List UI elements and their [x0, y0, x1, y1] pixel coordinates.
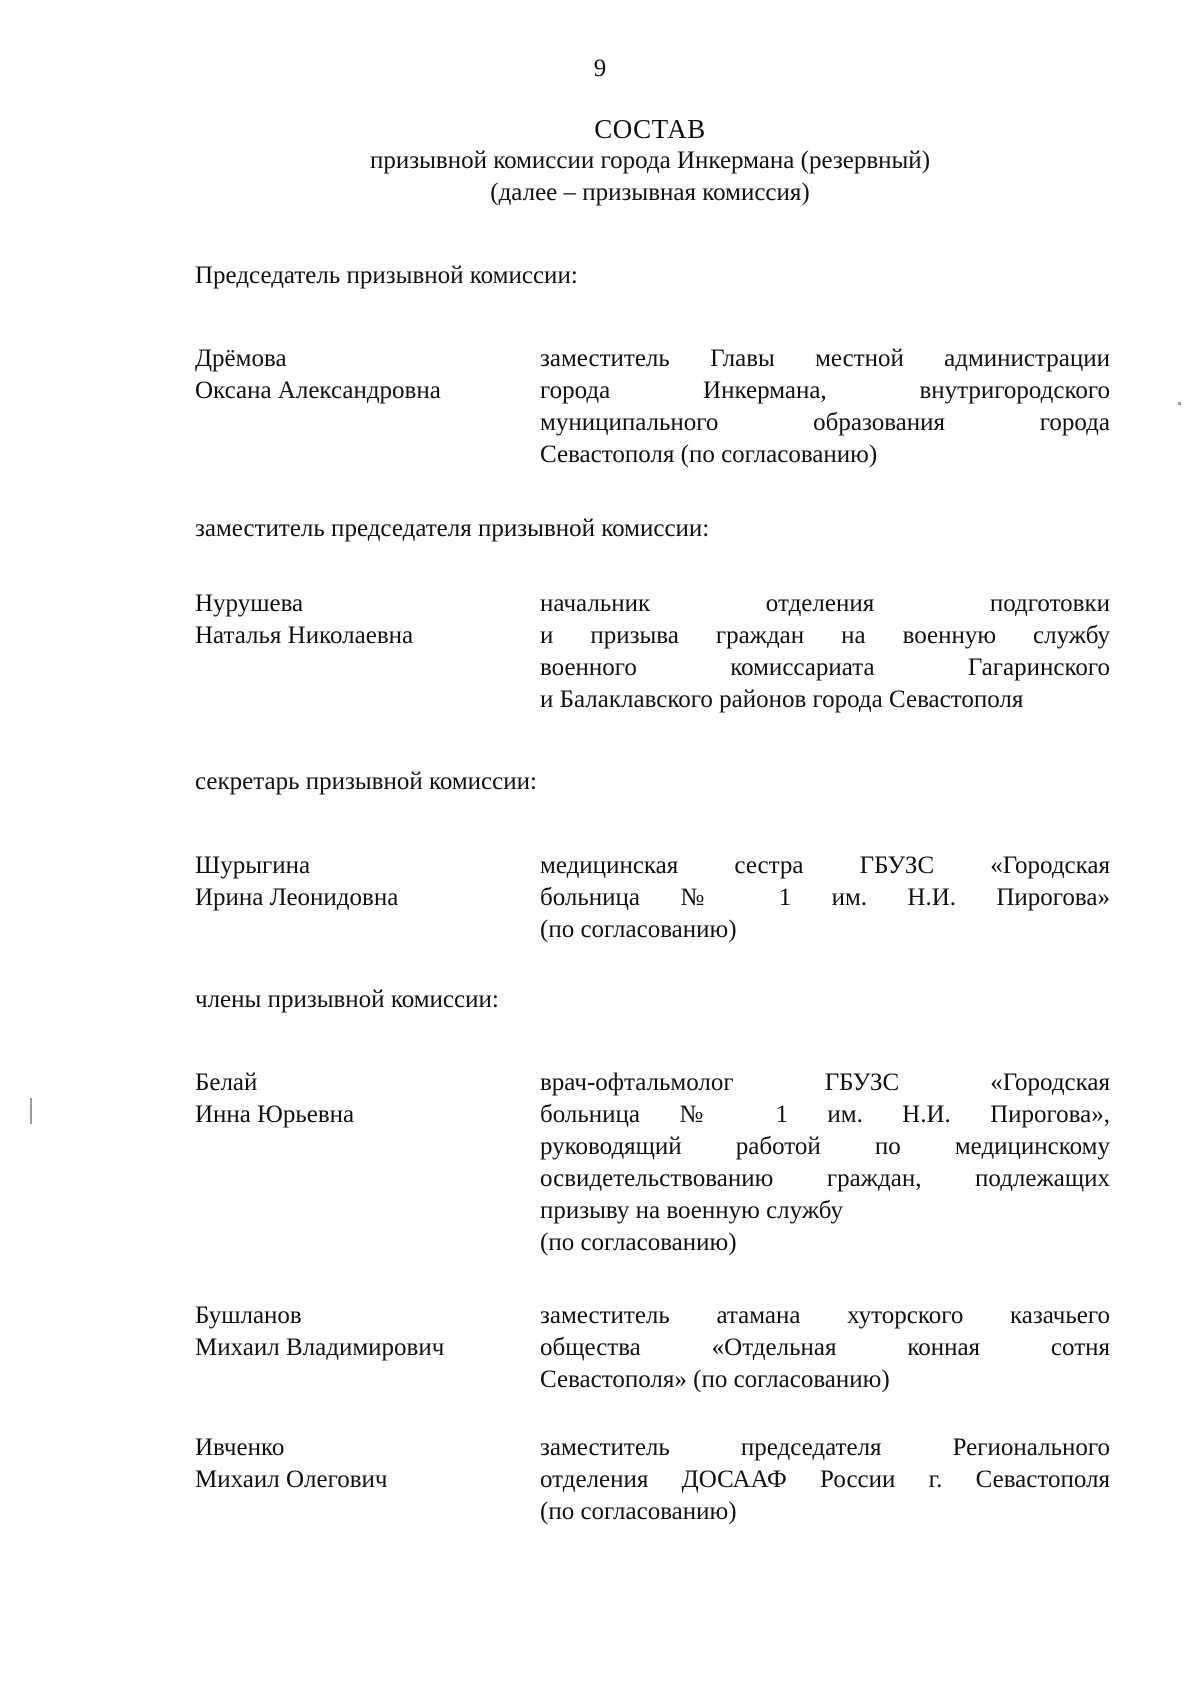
document-title [200, 113, 1100, 209]
section-members-label: члены призывной комиссии: [195, 986, 499, 1013]
person-name [195, 343, 515, 407]
person-role [540, 850, 1110, 946]
section-deputy-label: заместитель председателя призывной комиссии: [195, 515, 710, 542]
role-line: и призыва граждан на военную службу [540, 622, 1110, 649]
person-given-name: Оксана Александровна [195, 377, 441, 404]
role-line: Севастополя» (по согласованию) [540, 1366, 890, 1393]
role-line: медицинская сестра ГБУЗС «Городская [540, 852, 1110, 879]
role-line: города Инкермана, внутригородского [540, 377, 1110, 404]
title-line-1: призывной комиссии города Инкермана (резервный) [369, 147, 931, 174]
person-surname: Белай [195, 1069, 258, 1096]
person-surname: Бушланов [195, 1302, 302, 1329]
role-line: больница № 1 им. Н.И. Пирогова», [540, 1101, 1110, 1128]
person-surname: Шурыгина [195, 852, 311, 879]
role-line: и Балаклавского районов города Севастополя [540, 686, 1024, 713]
person-given-name: Ирина Леонидовна [195, 884, 399, 911]
person-surname: Нурушева [195, 590, 304, 617]
role-line: военного комиссариата Гагаринского [540, 654, 1110, 681]
person-name [195, 588, 515, 652]
role-line: руководящий работой по медицинскому [540, 1133, 1110, 1160]
person-name [195, 1432, 515, 1496]
person-given-name: Михаил Олегович [195, 1466, 388, 1493]
person-given-name: Наталья Николаевна [195, 622, 414, 649]
person-role [540, 1300, 1110, 1396]
person-role [540, 588, 1110, 716]
person-role [540, 343, 1110, 471]
role-line: муниципального образования города [540, 409, 1110, 436]
role-line: заместитель атамана хуторского казачьего [540, 1302, 1110, 1329]
person-surname: Дрёмова [195, 345, 287, 372]
person-name [195, 1067, 515, 1131]
role-line: (по согласованию) [540, 916, 737, 943]
role-line: больница № 1 им. Н.И. Пирогова» [540, 884, 1110, 911]
role-line: призыву на военную службу [540, 1197, 844, 1224]
page-number: 9 [593, 55, 607, 82]
role-line: отделения ДОСААФ России г. Севастополя [540, 1466, 1110, 1493]
role-line: заместитель Главы местной администрации [540, 345, 1110, 372]
person-role [540, 1067, 1110, 1259]
title-main: СОСТАВ [594, 114, 706, 144]
role-line: освидетельствованию граждан, подлежащих [540, 1165, 1110, 1192]
scan-artifact-line [30, 1098, 32, 1124]
role-line: врач-офтальмолог ГБУЗС «Городская [540, 1069, 1110, 1096]
title-line-2: (далее – призывная комиссия) [490, 179, 810, 206]
role-line: (по согласованию) [540, 1229, 737, 1256]
role-line: Севастополя (по согласованию) [540, 441, 878, 468]
person-name [195, 850, 515, 914]
person-surname: Ивченко [195, 1434, 285, 1461]
section-chairman-label: Председатель призывной комиссии: [195, 262, 578, 289]
person-name [195, 1300, 515, 1364]
role-line: общества «Отдельная конная сотня [540, 1334, 1110, 1361]
person-given-name: Инна Юрьевна [195, 1101, 355, 1128]
scan-artifact-dot [1178, 402, 1181, 405]
role-line: заместитель председателя Регионального [540, 1434, 1110, 1461]
section-secretary-label: секретарь призывной комиссии: [195, 768, 537, 795]
role-line: (по согласованию) [540, 1498, 737, 1525]
person-given-name: Михаил Владимирович [195, 1334, 445, 1361]
person-role [540, 1432, 1110, 1528]
role-line: начальник отделения подготовки [540, 590, 1110, 617]
